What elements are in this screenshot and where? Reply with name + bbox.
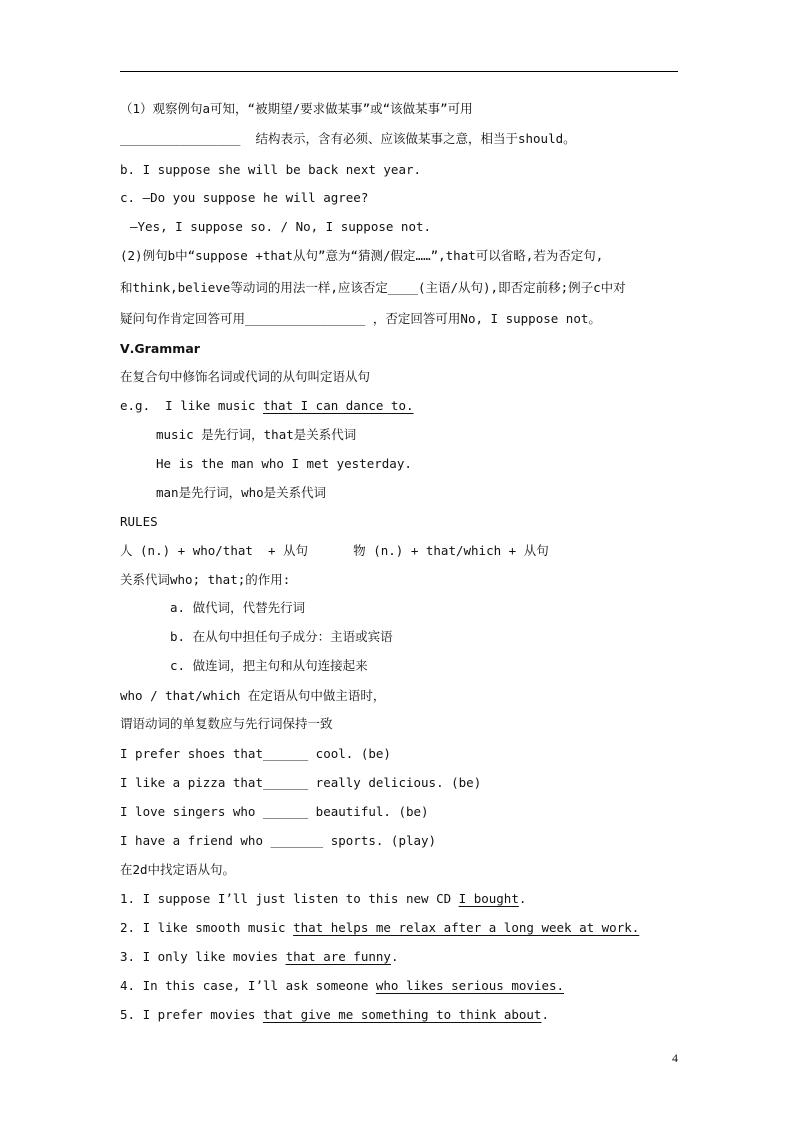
find-clauses-title: 在2d中找定语从句。 [120, 862, 236, 877]
sentence-3-clause: that are funny [285, 949, 391, 964]
function-item-a: a. 做代词，代替先行词 [170, 600, 306, 615]
grammar-intro: 在复合句中修饰名词或代词的从句叫定语从句 [120, 369, 371, 384]
example-b: b. I suppose she will be back next year. [120, 162, 422, 177]
grammar-heading: Ⅴ.Grammar [120, 341, 200, 356]
sentence-5-prefix: 5. I prefer movies [120, 1007, 263, 1022]
exercise-3: I love singers who ______ beautiful. (be) [120, 804, 429, 819]
example-c: c. —Do you suppose he will agree? [120, 190, 369, 205]
paragraph-1-line-1: （1）观察例句a可知，“被期望/要求做某事”或“该做某事”可用 [120, 101, 473, 116]
sentence-3-suffix: . [390, 949, 399, 964]
exercise-4: I have a friend who _______ sports. (play) [120, 833, 437, 848]
function-item-b: b. 在从句中担任句子成分：主语或宾语 [170, 629, 393, 644]
example-c-answer: —Yes, I suppose so. / No, I suppose not. [130, 219, 432, 234]
sentence-2-clause: that helps me relax after a long week at work. [293, 920, 640, 935]
rules-label: RULES [120, 514, 158, 529]
example-eg-prefix: e.g. I like music [120, 398, 263, 413]
paragraph-2-line-2: 和think,believe等动词的用法一样,应该否定____(主语/从句),即否定前移;例子c中对 [120, 280, 626, 295]
note-2: man是先行词，who是关系代词 [156, 485, 327, 500]
example-eg [120, 398, 414, 414]
sentence-4 [120, 978, 564, 994]
example-eg-clause: that I can dance to. [263, 398, 414, 413]
sentence-3 [120, 949, 398, 965]
agreement-line-1: who / that/which 在定语从句中做主语时， [120, 688, 386, 703]
page-number: 4 [672, 1051, 678, 1065]
sentence-5-suffix: . [541, 1007, 549, 1022]
fill-blank-structure: ________________ [120, 131, 241, 146]
exercise-1: I prefer shoes that______ cool. (be) [120, 746, 391, 761]
sentence-2-prefix: 2. I like smooth music [120, 920, 294, 935]
exercise-2: I like a pizza that______ really delicious. (be) [120, 775, 482, 790]
sentence-3-prefix: 3. I only like movies [120, 949, 286, 964]
paragraph-2-line-3: 疑问句作肯定回答可用________________ ，否定回答可用No, I suppose not。 [120, 311, 601, 326]
sentence-1-clause: I bought [458, 891, 519, 906]
example-2: He is the man who I met yesterday. [156, 456, 412, 471]
functions-title: 关系代词who; that;的作用: [120, 572, 291, 587]
agreement-line-2: 谓语动词的单复数应与先行词保持一致 [120, 716, 333, 731]
function-item-c: c. 做连词，把主句和从句连接起来 [170, 658, 368, 673]
rules-line: 人 (n.) + who/that + 从句 物 (n.) + that/which + 从句 [120, 543, 549, 558]
sentence-4-prefix: 4. In this case, I’ll ask someone [120, 978, 376, 993]
sentence-1-prefix: 1. I suppose I’ll just listen to this new CD [120, 891, 459, 906]
sentence-1-suffix: . [518, 891, 527, 906]
sentence-2 [120, 920, 639, 936]
sentence-4-clause: who likes serious movies. [375, 978, 565, 993]
sentence-5 [120, 1007, 549, 1023]
paragraph-1-line-2-text: 结构表示，含有必须、应该做某事之意，相当于should。 [240, 131, 576, 146]
note-1: music 是先行词，that是关系代词 [156, 427, 357, 442]
sentence-1 [120, 891, 526, 907]
paragraph-2-line-1: (2)例句b中“suppose +that从句”意为“猜测/假定……”,that可以省略,若为否定句, [120, 248, 604, 263]
paragraph-1-line-2 [120, 131, 576, 147]
header-rule [120, 71, 678, 72]
sentence-5-clause: that give me something to think about [263, 1007, 542, 1022]
